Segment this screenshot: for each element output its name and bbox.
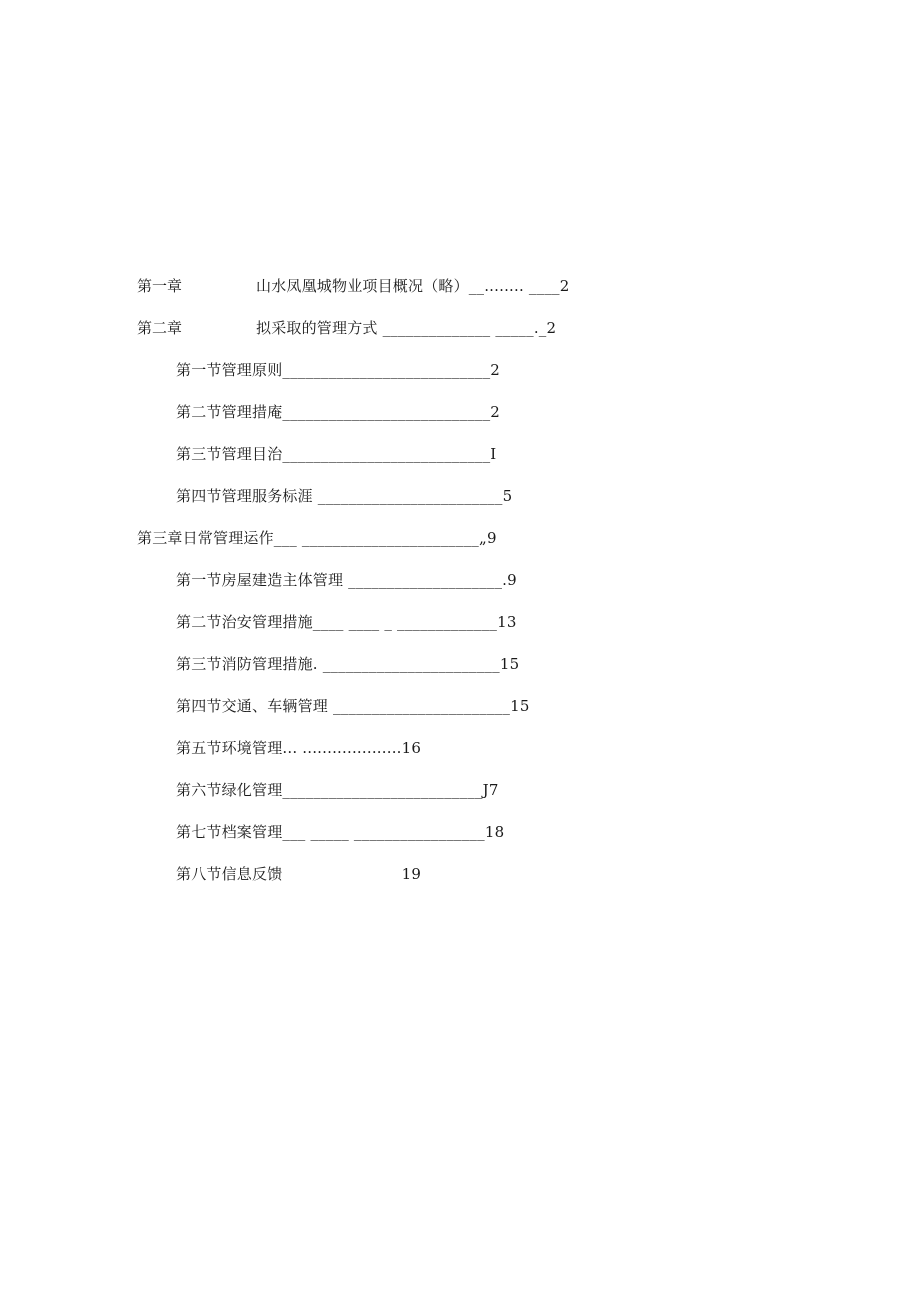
section-entry[interactable]: 第一节管理原则___________________________2 bbox=[176, 361, 501, 379]
section-entry[interactable]: 第一节房屋建造主体管理 ____________________.9 bbox=[176, 571, 517, 589]
section-entry[interactable]: 第七节档案管理___ _____ _________________18 bbox=[176, 823, 505, 841]
section-entry[interactable]: 第二节管理措庵___________________________2 bbox=[176, 403, 501, 421]
section-entry[interactable]: 第四节交通、车辆管理 _______________________15 bbox=[176, 697, 530, 715]
section-entry[interactable]: 第二节治安管理措施____ ____ _ _____________13 bbox=[176, 613, 517, 631]
chapter-2-entry[interactable]: 拟采取的管理方式 ______________ _____._2 bbox=[256, 319, 557, 337]
section-entry[interactable]: 第四节管理服务标涯 ________________________5 bbox=[176, 487, 513, 505]
section-entry[interactable]: 第六节绿化管理__________________________J7 bbox=[176, 781, 499, 799]
section-entry[interactable]: 第八节信息反馈 19 bbox=[176, 865, 422, 883]
chapter-2-number: 第二章 bbox=[137, 319, 183, 337]
section-entry[interactable]: 第五节环境管理... ....................16 bbox=[176, 739, 422, 757]
chapter-3-entry[interactable]: 第三章日常管理运作___ _______________________„9 bbox=[137, 529, 497, 547]
section-entry[interactable]: 第三节消防管理措施. _______________________15 bbox=[176, 655, 520, 673]
section-entry[interactable]: 第三节管理目治___________________________I bbox=[176, 445, 497, 463]
chapter-1-entry[interactable]: 山水凤凰城物业项目概况（略）__........ ____2 bbox=[256, 277, 570, 295]
chapter-1-number: 第一章 bbox=[137, 277, 183, 295]
